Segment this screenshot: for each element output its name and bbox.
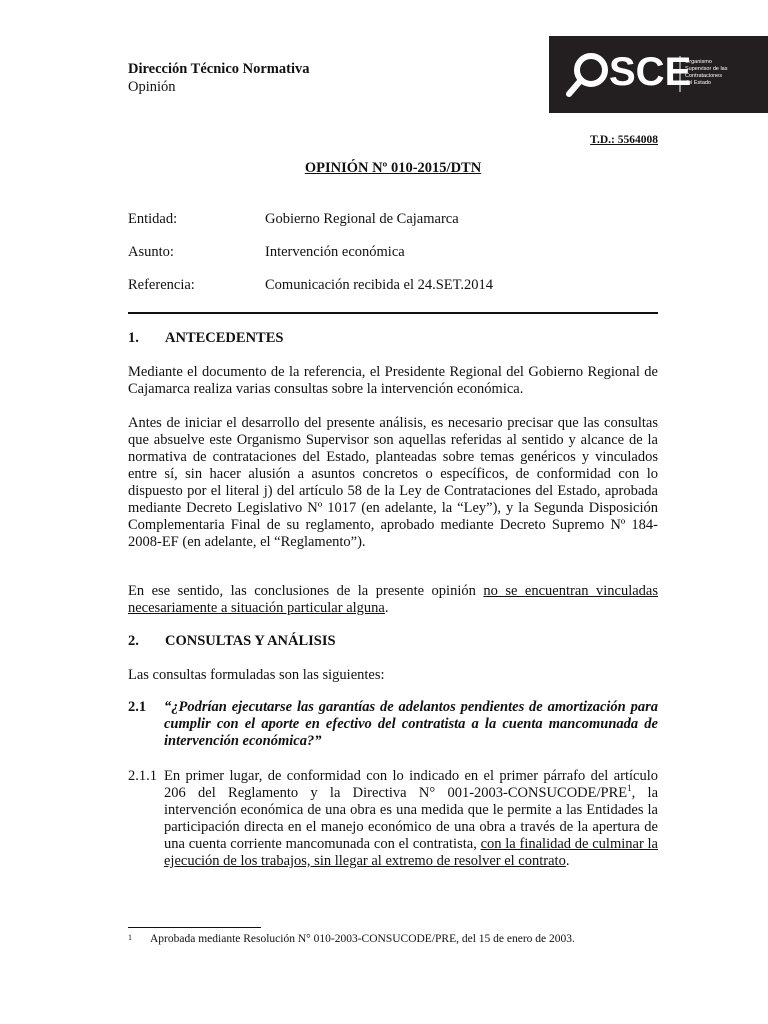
svg-text:Supervisor de las: Supervisor de las — [685, 66, 728, 72]
answer-number: 2.1.1 — [128, 768, 157, 784]
question-number: 2.1 — [128, 699, 147, 715]
reference-label: Referencia: — [128, 277, 195, 293]
reference-value: Comunicación recibida el 24.SET.2014 — [265, 277, 494, 293]
subject-value: Intervención económica — [265, 244, 405, 260]
section-heading: 2. CONSULTAS Y ANÁLISIS — [128, 633, 336, 649]
document-type: Opinión — [128, 79, 176, 95]
opinion-number: OPINIÓN Nº 010-2015/DTN — [304, 160, 482, 176]
logo-brand: SCE — [609, 50, 692, 94]
footnote-ref: 1 — [627, 783, 632, 794]
svg-text:Contrataciones: Contrataciones — [685, 73, 722, 79]
paragraph: Antes de iniciar el desarrollo del presente análisis, es necesario precisar que las consultas que absuelve este Organismo Supervisor son aquellas referidas al sentido y alcance de la normativa de contrataciones del Estado, planteadas sobre temas genéricos y vinculados entre sí, sin hacer alusión a asuntos concretos o específicos, de conformidad con lo dispuesto por el literal j) del artículo 58 de la Ley de Contrataciones del Estado, aprobada mediante Decreto Legislativo Nº 1017 (en adelante, la “Ley”), y la Segunda Disposición Complementaria Final de su reglamento, aprobado mediante Decreto Supremo Nº 184-2008-EF (en adelante, el “Reglamento”). — [128, 415, 658, 550]
header-divider — [128, 312, 658, 314]
paragraph: Las consultas formuladas son las siguientes: — [128, 667, 385, 683]
entity-value: Gobierno Regional de Cajamarca — [265, 211, 459, 227]
svg-text:Organismo: Organismo — [685, 59, 712, 65]
paragraph: En ese sentido, las conclusiones de la presente opinión no se encuentran vinculadas necesariamente a situación particular alguna. — [128, 583, 659, 616]
svg-text:del Estado: del Estado — [685, 80, 711, 86]
department-title: Dirección Técnico Normativa — [128, 61, 310, 77]
tracking-number: T.D.: 5564008 — [590, 134, 658, 146]
section-heading: 1. ANTECEDENTES — [128, 330, 284, 346]
question-text: “¿Podrían ejecutarse las garantías de adelantos pendientes de amortización para cumplir con el aporte en efectivo del contratista a la cuenta mancomunada de intervención económica?” — [164, 699, 658, 749]
subject-label: Asunto: — [128, 244, 174, 260]
footnote-divider — [128, 927, 261, 928]
footnote: 1 Aprobada mediante Resolución N° 010-2003-CONSUCODE/PRE, del 15 de enero de 2003. — [128, 933, 575, 945]
entity-label: Entidad: — [128, 211, 178, 227]
paragraph: Mediante el documento de la referencia, el Presidente Regional del Gobierno Regional de Cajamarca realiza varias consultas sobre la intervención económica. — [128, 364, 658, 397]
osce-logo — [549, 36, 768, 113]
answer-text: En primer lugar, de conformidad con lo indicado en el primer párrafo del artículo 206 del Reglamento y la Directiva N° 001-2003-CONSUCODE/PRE$^1$, la intervención económica de una obra es una medida que le permite a las Entidades la participación directa en el manejo económico de una obra a través de la apertura de una cuenta corriente mancomunada con el contratista, con la finalidad de culminar la ejecución de los trabajos, sin llegar al extremo de resolver el contrato. — [164, 768, 659, 869]
